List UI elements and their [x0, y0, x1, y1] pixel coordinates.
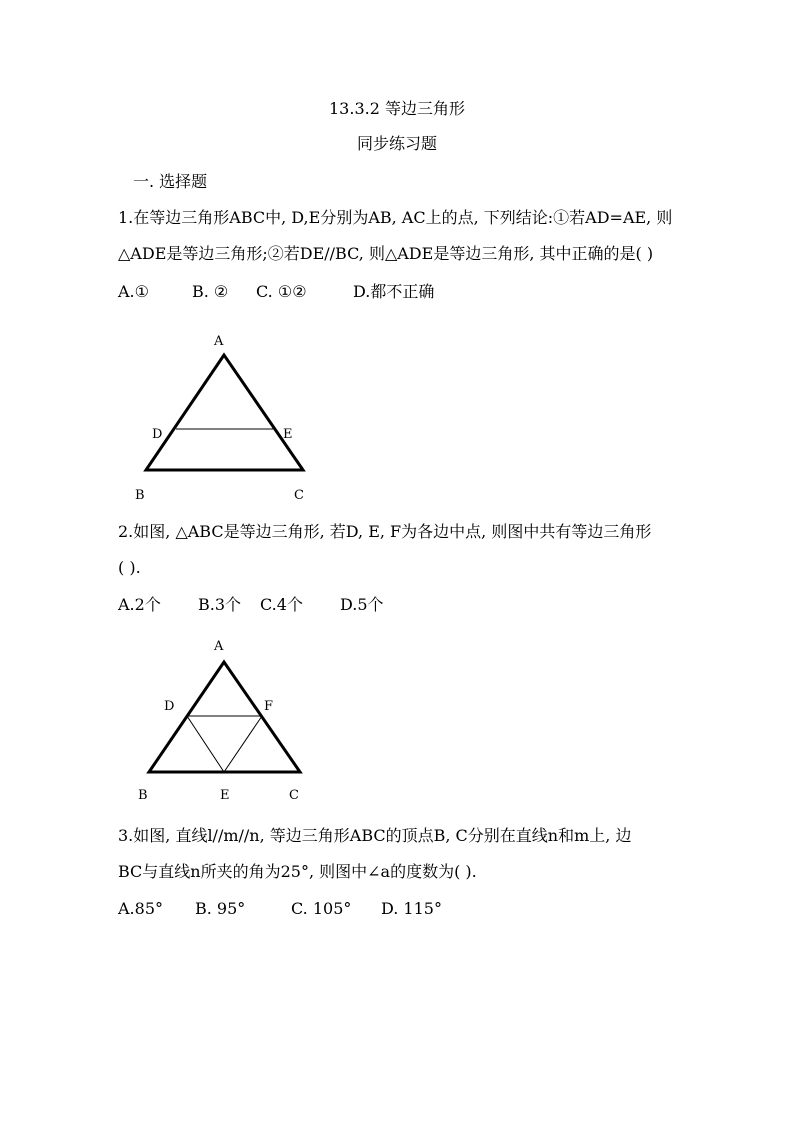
vertex-label-c: C [289, 788, 299, 803]
question-2-option-b: B.3个 [198, 595, 242, 614]
vertex-label-b: B [135, 488, 145, 503]
vertex-label-b: B [138, 788, 148, 803]
point-label-d: D [152, 427, 163, 442]
vertex-label-a: A [214, 639, 224, 654]
question-3-option-c: C. 105° [291, 899, 352, 918]
page-subtitle: 同步练习题 [356, 134, 437, 153]
question-1-stem-line2: △ADE是等边三角形;②若DE//BC, 则△ADE是等边三角形, 其中正确的是( ) [118, 244, 654, 263]
page-title: 13.3.2 等边三角形 [329, 99, 465, 118]
question-3-option-a: A.85° [118, 899, 163, 918]
question-2-option-a: A.2个 [118, 595, 161, 614]
question-1-option-b: B. ② [192, 282, 229, 301]
section-heading: 一. 选择题 [133, 172, 208, 191]
point-label-f: F [264, 699, 274, 714]
question-3-option-b: B. 95° [195, 899, 246, 918]
vertex-label-a: A [214, 334, 224, 349]
triangle-abc [149, 662, 300, 772]
question-1-option-d: D.都不正确 [353, 282, 435, 301]
question-3-option-d: D. 115° [381, 899, 442, 918]
question-1-stem-line1: 1.在等边三角形ABC中, D,E分别为AB, AC上的点, 下列结论:①若AD=AE, 则 [118, 208, 673, 227]
triangle-def [187, 716, 262, 772]
point-label-e: E [283, 427, 293, 442]
question-1-option-c: C. ①② [256, 282, 307, 301]
point-label-e: E [220, 788, 230, 803]
question-2-option-c: C.4个 [260, 595, 303, 614]
point-label-d: D [164, 699, 175, 714]
question-3-stem-line2: BC与直线n所夹的角为25°, 则图中∠a的度数为( ). [118, 862, 477, 881]
question-3-stem-line1: 3.如图, 直线l//m//n, 等边三角形ABC的顶点B, C分别在直线n和m上, 边 [118, 826, 632, 845]
question-1-option-a: A.① [118, 282, 149, 301]
vertex-label-c: C [294, 488, 304, 503]
question-2-stem-line1: 2.如图, △ABC是等边三角形, 若D, E, F为各边中点, 则图中共有等边三角形 [118, 522, 652, 541]
question-2-stem-line2: ( ). [118, 558, 141, 577]
question-2-option-d: D.5个 [340, 595, 384, 614]
